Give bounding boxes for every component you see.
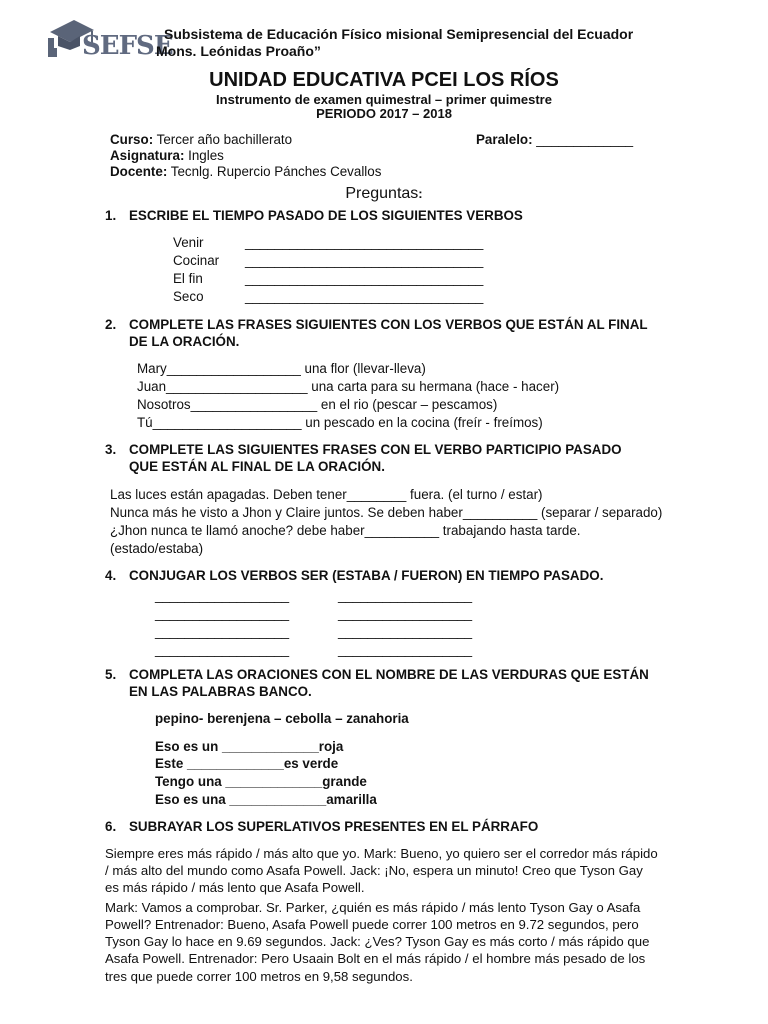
sentence-line: ¿Jhon nunca te llamó anoche? debe haber__________ trabajando hasta tarde. (110, 523, 581, 538)
paragraph-line: Siempre eres más rápido / más alto que yo. Mark: Bueno, yo quiero ser el corredor más rápido (105, 846, 658, 861)
sentence-line: Eso es una _____________amarilla (155, 792, 377, 807)
question-text: CONJUGAR LOS VERBOS SER (ESTABA / FUERON) EN TIEMPO PASADO. (129, 568, 604, 583)
sefse-logo (48, 18, 173, 61)
asignatura-label: Asignatura: (110, 148, 185, 163)
question-text: COMPLETA LAS ORACIONES CON EL NOMBRE DE LAS VERDURAS QUE ESTÁN (129, 667, 649, 682)
sentence-line: Nunca más he visto a Jhon y Claire juntos. Se deben haber__________ (separar / separado) (110, 505, 663, 520)
question-text: ESCRIBE EL TIEMPO PASADO DE LOS SIGUIENTES VERBOS (129, 208, 523, 223)
paragraph-line: Asafa Powell. Entrenador: Pero Usaain Bolt en el más rápido / el hombre más pesado de los (105, 951, 646, 967)
paralelo-value: _____________ (532, 132, 634, 147)
answer-blank: __________________ (155, 642, 290, 657)
document-period: PERIODO 2017 – 2018 (316, 106, 452, 121)
answer-blank: __________________ (155, 624, 290, 639)
logo-text: SEFSE (82, 31, 173, 61)
question-6-heading (105, 818, 695, 835)
answer-blank: __________________ (338, 606, 473, 621)
header-line-2: Mons. Leónidas Proaño” (156, 43, 321, 59)
paragraph-line: Tyson Gay lo hace en 9.69 segundos. Jack: ¿Ves? Tyson Gay es más corto / más rápido que (105, 934, 650, 950)
answer-blank: __________________ (338, 588, 473, 603)
question-text-continued: EN LAS PALABRAS BANCO. (129, 684, 312, 700)
verb-row (173, 288, 483, 305)
question-number: 3. (105, 442, 117, 457)
verb-row (173, 270, 483, 287)
sentence-line: Eso es un _____________roja (155, 739, 344, 754)
docente-line (110, 163, 381, 180)
asignatura-value: Ingles (184, 148, 224, 163)
header-line-1: Subsistema de Educación Físico misional Semipresencial del Ecuador (164, 26, 634, 42)
answer-blank: ________________________________ (245, 271, 484, 286)
docente-label: Docente: (110, 164, 168, 179)
asignatura-line (110, 147, 224, 164)
verb-label: Venir (173, 235, 204, 250)
question-5-heading (105, 666, 695, 701)
question-4-heading (105, 567, 695, 584)
question-number: 6. (105, 819, 117, 834)
question-number: 5. (105, 667, 117, 682)
question-3-heading (105, 441, 695, 476)
paragraph-2 (105, 899, 687, 985)
document-title: UNIDAD EDUCATIVA PCEI LOS RÍOS (209, 69, 559, 91)
sentence-line: Las luces están apagadas. Deben tener________ fuera. (el turno / estar) (110, 487, 543, 502)
curso-label: Curso: (110, 132, 154, 147)
paralelo-line (476, 131, 633, 148)
sentence-line: Nosotros_________________ en el rio (pescar – pescamos) (137, 397, 498, 412)
answer-blank: __________________ (155, 588, 290, 603)
sentence-line: Mary__________________ una flor (llevar-lleva) (137, 361, 426, 376)
answer-blank: ________________________________ (245, 289, 484, 304)
sentence-line: Juan___________________ una carta para su hermana (hace - hacer) (137, 379, 560, 394)
paragraph-line: Mark: Vamos a comprobar. Sr. Parker, ¿quién es más rápido / más lento Tyson Gay o Asafa (105, 900, 641, 915)
question-2-heading (105, 316, 695, 351)
verb-row (173, 252, 483, 269)
answer-blank: ________________________________ (245, 235, 484, 250)
question-number: 4. (105, 568, 117, 583)
sentence-line: Tengo una _____________grande (155, 774, 367, 789)
document-subtitle: Instrumento de examen quimestral – primer quimestre (216, 92, 552, 107)
paragraph-1 (105, 845, 687, 896)
sentence-line: (estado/estaba) (110, 541, 204, 556)
question-text-continued: DE LA ORACIÓN. (129, 334, 240, 350)
question-text-continued: QUE ESTÁN AL FINAL DE LA ORACIÓN. (129, 459, 385, 475)
question-text: COMPLETE LAS SIGUIENTES FRASES CON EL VERBO PARTICIPIO PASADO (129, 442, 622, 457)
question-text: SUBRAYAR LOS SUPERLATIVOS PRESENTES EN EL PÁRRAFO (129, 819, 539, 834)
curso-value: Tercer año bachillerato (153, 132, 293, 147)
verb-label: Cocinar (173, 253, 220, 268)
question-number: 2. (105, 317, 117, 332)
answer-blank: __________________ (338, 642, 473, 657)
preguntas-colon: : (418, 186, 423, 201)
question-text: COMPLETE LAS FRASES SIGUIENTES CON LOS VERBOS QUE ESTÁN AL FINAL (129, 317, 648, 332)
word-bank: pepino- berenjena – cebolla – zanahoria (155, 711, 409, 726)
sentence-line: Este _____________es verde (155, 756, 339, 771)
paralelo-label: Paralelo: (476, 132, 533, 147)
verb-label: El fin (173, 271, 203, 286)
verb-label: Seco (173, 289, 204, 304)
paragraph-line: Powell? Entrenador: Bueno, Asafa Powell puede correr 100 metros en 9.72 segundos, pero (105, 917, 639, 933)
question-1-heading (105, 207, 695, 224)
question-number: 1. (105, 208, 117, 223)
answer-blank: __________________ (338, 624, 473, 639)
verb-row (173, 234, 483, 251)
answer-blank: __________________ (155, 606, 290, 621)
paragraph-line: tres que puede correr 100 metros en 9,58 segundos. (105, 968, 413, 984)
preguntas-heading (0, 184, 768, 205)
docente-value: Tecnlg. Rupercio Pánches Cevallos (167, 164, 382, 179)
paragraph-line: / más alto del mundo como Asafa Powell. Jack: ¡No, espera un minuto! Creo que Tyson Gay (105, 863, 643, 879)
preguntas-label: Preguntas (345, 185, 419, 202)
paragraph-line: es más rápido / más lento que Asafa Powell. (105, 880, 365, 896)
curso-line (110, 131, 292, 148)
answer-blank: ________________________________ (245, 253, 484, 268)
sentence-line: Tú____________________ un pescado en la cocina (freír - freímos) (137, 415, 543, 430)
